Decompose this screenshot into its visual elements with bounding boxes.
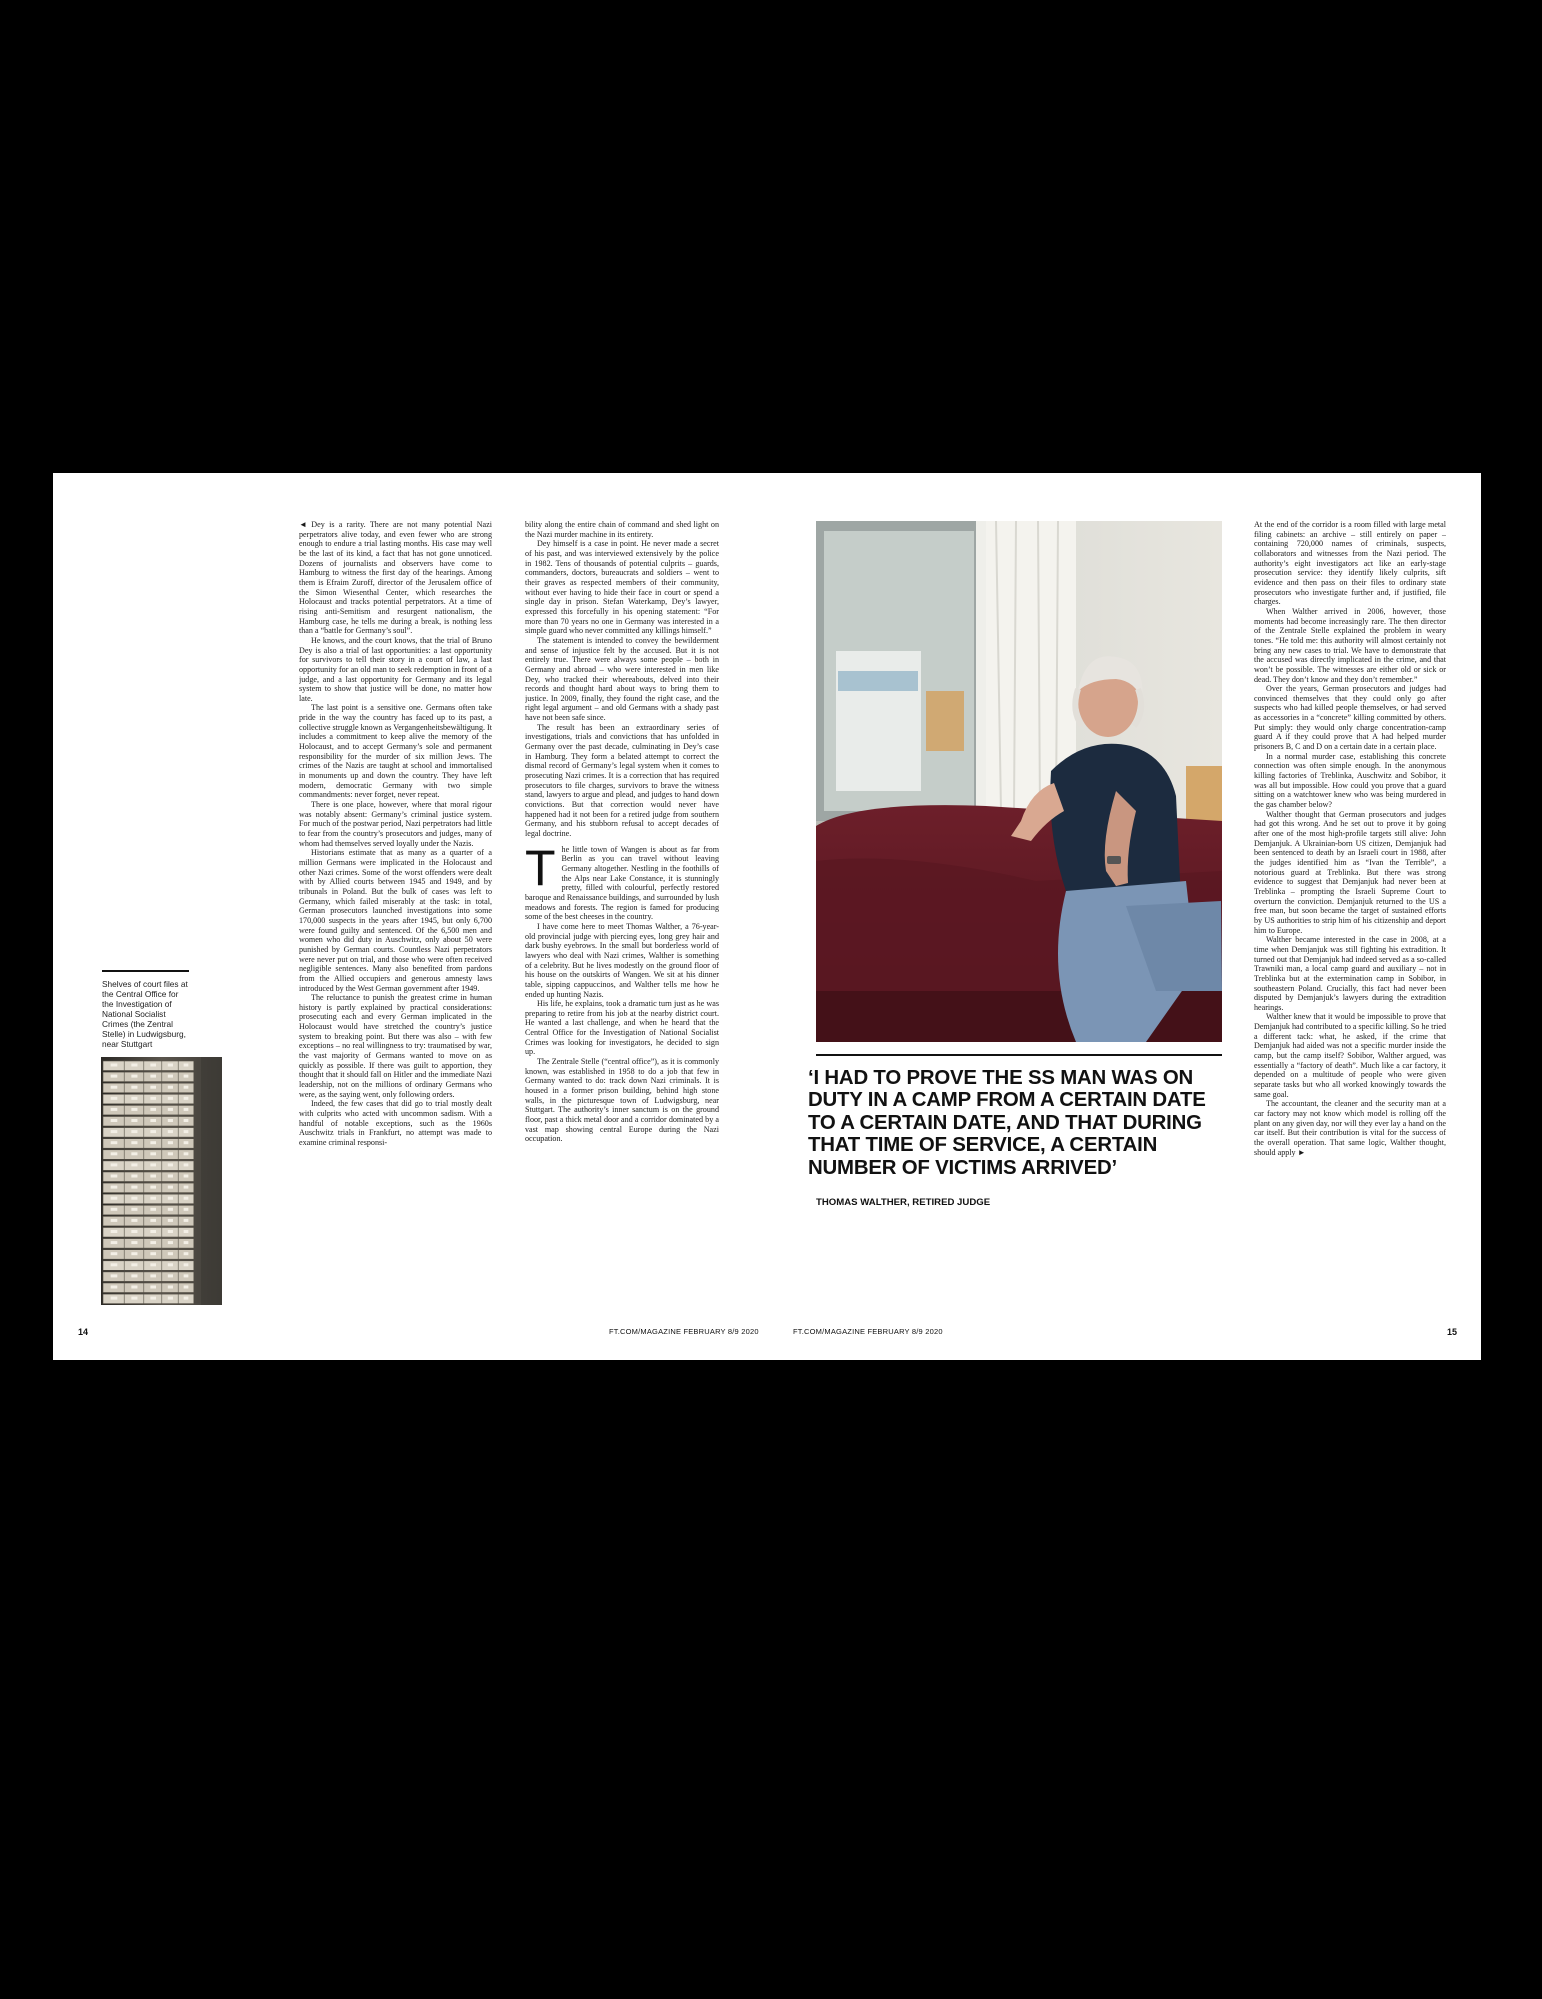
pull-quote-attribution: THOMAS WALTHER, RETIRED JUDGE [816, 1197, 991, 1208]
footer-line-left: FT.COM/MAGAZINE FEBRUARY 8/9 2020 [609, 1327, 759, 1336]
pull-quote-rule [816, 1054, 1222, 1056]
caption-rule [102, 970, 189, 972]
article-paragraph: Walther became interested in the case in 2008, at a time when Demjanjuk was still fighting his extradition. It turned out that Demjanjuk had indeed served as a so-called Trawniki man, a local camp guard and auxiliary – not in Treblinka but at the extermination camp in Sobibor, in southeastern Poland. Crucially, this fact had never been disputed by Demjanjuk’s lawyers during the extradition hearings. [1254, 935, 1446, 1012]
article-paragraph: The result has been an extraordinary series of investigations, trials and convictions that has unfolded in Germany over the past decade, culminating in Dey’s case in Hamburg. They form a belated attempt to correct the dismal record of Germany’s legal system when it comes to prosecuting Nazi crimes. It is a correction that has required prosecutors to file charges, survivors to brave the witness stand, lawyers to argue and plead, and judges to hand down convictions. But that correction would never have happened had it not been for a retired judge from southern Germany, and his stubborn refusal to accept decades of legal doctrine. [525, 722, 719, 838]
article-paragraph: There is one place, however, where that moral rigour was notably absent: Germany’s criminal justice system. For much of the postwar period, Nazi perpetrators had little to fear from the country’s prosecutors and judges, many of whom had themselves served loyally under the Nazis. [299, 800, 492, 848]
article-paragraph: When Walther arrived in 2006, however, those moments had become increasingly rare. The then director of the Zentrale Stelle explained the problem in weary tones. “He told me: this authority will almost certainly not bring any new cases to trial. We have to demonstrate that the accused was directly implicated in the crime, and that won’t be possible. The witnesses are either old or sick or dead. They don’t know and they don’t remember.” [1254, 606, 1446, 684]
article-paragraph: He knows, and the court knows, that the trial of Bruno Dey is also a trial of last opportunities: a last opportunity for survivors to tell their story in a court of law, a last opportunity for an old man to seek redemption in front of a judge, and a last opportunity for Germany and its legal system to show that justice will be done, no matter how late. [299, 635, 492, 703]
article-paragraph: The statement is intended to convey the bewilderment and sense of injustice felt by the accused. But it is not entirely true. There were always some people – both in Germany and abroad – who were interested in men like Dey, who tracked their whereabouts, delved into their records and thought hard about ways to bring them to justice. In 2009, finally, they found the right case, and the right legal argument – and old Germans with a shady past have not been safe since. [525, 635, 719, 723]
footer-line-right: FT.COM/MAGAZINE FEBRUARY 8/9 2020 [793, 1327, 943, 1336]
drop-cap: T [525, 839, 556, 896]
article-paragraph: The reluctance to punish the greatest crime in human history is partly explained by practical considerations: prosecuting each and every German implicated in the Holocaust would have stretched the country’s justice system to breaking point. But there was also – with few exceptions – no real willingness to try: traumatised by war, the vast majority of Germans wanted to move on as quickly as possible. If there was guilt to apportion, they thought that it should fall on Hitler and the immediate Nazi leadership, not on the millions of ordinary Germans who were, as the saying went, only following orders. [299, 993, 492, 1099]
article-paragraph: At the end of the corridor is a room filled with large metal filing cabinets: an archive – still entirely on paper – containing 720,000 names of criminals, suspects, collaborators and witnesses from the Nazi period. The authority’s eight investigators act like an early-stage prosecution service: they identify likely culprits, sift evidence and then pass on their files to ordinary state prosecutors who investigate further and, if justified, file charges. [1254, 520, 1446, 607]
article-paragraph: Walther knew that it would be impossible to prove that Demjanjuk had contributed to a specific killing. So he tried a different tack: what, he asked, if the crime that Demjanjuk had aided was not a specific murder inside the camp, but the camp itself? Sobibor, Walther argued, was essentially a “factory of death”. Much like a car factory, it depended on a multitude of people who were given separate tasks but who all worked knowingly towards the same goal. [1254, 1012, 1446, 1099]
article-paragraph: The accountant, the cleaner and the security man at a car factory may not know which model is rolling off the plant on any given day, nor will they ever lay a hand on the car itself. But their contribution is vital for the success of the overall operation. That same logic, Walther thought, should apply ► [1254, 1099, 1446, 1157]
judge-portrait-photo [816, 521, 1222, 1042]
article-paragraph: Historians estimate that as many as a quarter of a million Germans were implicated in the Holocaust and other Nazi crimes. Some of the worst offenders were dealt with by Allied courts between 1945 and 1949, and by tribunals in Poland. But the bulk of cases was left to Germany, which failed miserably at the task: in total, German prosecutors launched investigations into some 170,000 suspects in the years after 1945, but only 6,700 were found guilty and sentenced. Of the 6,500 men and women who did duty in Auschwitz, only about 50 were punished by German courts. Countless Nazi perpetrators were never put on trial, and those who were often received negligible sentences. Many also benefited from pardons from the Allied occupiers and generous amnesty laws introduced by the West German government after 1949. [299, 848, 492, 993]
article-paragraph: I have come here to meet Thomas Walther, a 76-year-old provincial judge with piercing eyes, long grey hair and dark bushy eyebrows. In the small but borderless world of lawyers who deal with Nazi crimes, Walther is something of a celebrity. But he lives modestly on the ground floor of his house on the outskirts of Wangen. We sit at his dinner table, sipping cappuccinos, and Walther tells me how he ended up hunting Nazis. [525, 921, 719, 999]
article-paragraph: he little town of Wangen is about as far from Berlin as you can travel without leaving Germany altogether. Nestling in the foothills of the Alps near Lake Constance, it is stunningly pretty, filled with colourful, perfectly restored baroque and Renaissance buildings, and surrounded by lush meadows and forests. The region is famed for producing some of the best cheeses in the country. [525, 844, 719, 922]
article-paragraph: Over the years, German prosecutors and judges had convinced themselves that they could only go after suspects who had killed people themselves, or had served as accessories in a “concrete” killing committed by others. Put simply: they would only charge concentration-camp guard A if they could prove that A had helped murder prisoners B, C and D on a certain date in a certain place. [1254, 684, 1446, 752]
article-paragraph: Indeed, the few cases that did go to trial mostly dealt with culprits who acted with uncommon sadism. With a handful of notable exceptions, such as the 1960s Auschwitz trials in Frankfurt, no attempt was made to examine criminal responsi- [299, 1099, 492, 1147]
article-paragraph: Dey himself is a case in point. He never made a secret of his past, and was interviewed extensively by the police in 1982. Tens of thousands of potential culprits – guards, commanders, doctors, bureaucrats and soldiers – went to their graves as respected members of their community, without ever having to hide their face in court or spend a single day in prison. Stefan Waterkamp, Dey’s lawyer, expressed this forcefully in his opening statement: “For more than 70 years no one in Germany was interested in a simple guard who never committed any killings himself.” [525, 539, 719, 636]
archive-shelves-photo [101, 1057, 222, 1305]
pull-quote: ‘I HAD TO PROVE THE SS MAN WAS ON DUTY IN A CAMP FROM A CERTAIN DATE TO A CERTAIN DATE, AND THAT DURING THAT TIME OF SERVICE, A CERTAIN NUMBER OF VICTIMS ARRIVED’ [808, 1067, 1206, 1179]
article-paragraph: His life, he explains, took a dramatic turn just as he was preparing to retire from his job at the nearby district court. He wanted a last challenge, and when he heard that the Central Office for the Investigation of National Socialist Crimes was looking for investigators, he decided to sign up. [525, 999, 719, 1057]
photo-caption: Shelves of court files at the Central Office for the Investigation of National Socialist Crimes (the Zentral Stelle) in Ludwigsburg, near Stuttgart [102, 979, 188, 1049]
article-paragraph: The last point is a sensitive one. Germans often take pride in the way the country has faced up to its past, a collective struggle known as Vergangenheitsbewältigung. It includes a commitment to keep alive the memory of the Holocaust, and to accept Germany’s sole and permanent responsibility for the murder of six million Jews. The crimes of the Nazis are taught at school and immortalised in monuments up and down the country. They have left modern, democratic Germany with two simple commandments: never forget, never repeat. [299, 703, 492, 800]
page-number-left: 14 [78, 1327, 89, 1337]
magazine-spread [53, 473, 1481, 1360]
article-paragraph: Walther thought that German prosecutors and judges had got this wrong. And he set out to prove it by going after one of the most high-profile targets still alive: John Demjanjuk. A Ukrainian-born US citizen, Demjanjuk had been sentenced to death by an Israeli court in 1988, after the judges identified him as “Ivan the Terrible”, a notorious guard at Treblinka. But there was strong evidence to suggest that Demjanjuk had never been at Treblinka – prompting the Israeli Supreme Court to overturn the conviction. Demjanjuk returned to the US a free man, but soon became the target of sustained efforts by US authorities to strip him of his citizenship and deport him to Europe. [1254, 809, 1446, 935]
article-column-4 [1254, 520, 1446, 1320]
article-paragraph: In a normal murder case, establishing this concrete connection was often simple enough. In the anonymous killing factories of Treblinka, Auschwitz and Sobibor, it was all but impossible. How could you prove that a guard sitting on a watchtower knew who was being murdered in the gas chamber below? [1254, 751, 1446, 810]
article-column-1 [299, 520, 492, 1320]
article-paragraph: bility along the entire chain of command and shed light on the Nazi murder machine in its entirety. [525, 520, 719, 539]
article-paragraph: ◄ Dey is a rarity. There are not many potential Nazi perpetrators alive today, and even fewer who are strong enough to endure a trial lasting months. His case may well be the last of its kind, a fact that has not gone unnoticed. Dozens of journalists and observers have come to Hamburg to witness the first day of the hearings. Among them is Efraim Zuroff, director of the Jerusalem office of the Simon Wiesenthal Center, which researches the Holocaust and tracks potential perpetrators. At a time of rising anti-Semitism and resurgent nationalism, the Hamburg case, he tells me during a break, is nothing less than a “battle for Germany’s soul”. [299, 520, 492, 636]
article-paragraph: The Zentrale Stelle (“central office”), as it is commonly known, was established in 1958 to do a job that few in Germany wanted to do: track down Nazi criminals. It is housed in a former prison building, behind high stone walls, in the picturesque town of Ludwigsburg, near Stuttgart. The authority’s inner sanctum is on the ground floor, past a thick metal door and a corridor dominated by a vast map showing central Europe during the Nazi occupation. [525, 1057, 719, 1144]
dropcap-paragraph [525, 839, 719, 922]
article-column-2 [525, 520, 719, 1320]
page-number-right: 15 [1447, 1327, 1458, 1337]
